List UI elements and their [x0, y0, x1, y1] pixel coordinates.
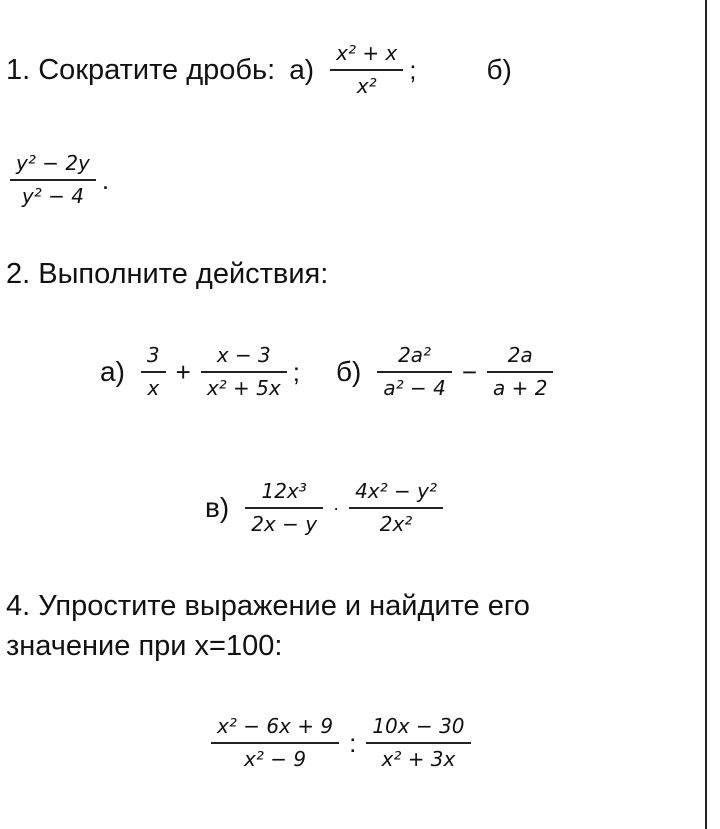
- fraction-bar: [10, 179, 96, 181]
- page-right-border: [705, 0, 707, 829]
- task1-b-denominator: y² − 4: [21, 184, 84, 208]
- fraction-bar: [201, 371, 287, 373]
- task2-heading: 2. Выполните действия:: [6, 257, 329, 290]
- task2-heading-line: [6, 254, 328, 294]
- fraction-bar: [330, 69, 403, 71]
- denominator: a² − 4: [383, 376, 446, 400]
- task2-c-fraction2: [349, 480, 443, 536]
- numerator: x² − 6x + 9: [217, 714, 334, 738]
- task1-b-label: б): [486, 54, 512, 85]
- denominator: x² − 9: [244, 747, 307, 771]
- plus-operator: +: [175, 356, 191, 387]
- fraction-bar: [141, 371, 166, 373]
- task4-expression: [205, 700, 477, 786]
- task1-heading: 1. Сократите дробь:: [6, 53, 276, 86]
- multiply-operator: ·: [333, 497, 340, 518]
- task2-a-fraction1: [141, 344, 166, 400]
- fraction-bar: [366, 742, 470, 744]
- task1-line: [6, 30, 522, 110]
- denominator: x² + 3x: [381, 747, 456, 771]
- task2-c-line: [205, 466, 449, 550]
- task1-a-label: а): [289, 54, 315, 85]
- fraction-bar: [487, 371, 553, 373]
- task1-b-tail: .: [101, 164, 110, 195]
- denominator: 2x − y: [251, 512, 318, 536]
- task1-a-numerator: x² + x: [336, 41, 398, 65]
- task4-heading-1: 4. Упростите выражение и найдите его: [6, 589, 530, 622]
- task2-c-fraction1: [245, 480, 323, 536]
- task1-b-line: [4, 140, 109, 220]
- minus-operator: −: [461, 356, 477, 387]
- denominator: 2x²: [379, 512, 413, 536]
- task4-heading-line1: [6, 586, 530, 626]
- task1-b-numerator: y² − 2y: [16, 151, 90, 175]
- numerator: 4x² − y²: [355, 479, 437, 503]
- numerator: 3: [146, 343, 160, 367]
- fraction-bar: [377, 371, 451, 373]
- fraction-bar: [245, 507, 323, 509]
- task2-ab-line: [100, 330, 559, 414]
- task1-a-fraction: [330, 42, 403, 98]
- task4-heading-line2: [6, 626, 282, 666]
- task2-b-fraction1: [377, 344, 451, 400]
- task2-a-fraction2: [201, 344, 287, 400]
- numerator: 2a: [507, 343, 533, 367]
- numerator: x − 3: [216, 343, 271, 367]
- task4-fraction1: [211, 715, 339, 771]
- task1-b-fraction: [10, 152, 96, 208]
- task1-a-denominator: x²: [356, 74, 377, 98]
- task2-a-label: а): [100, 356, 125, 387]
- numerator: 10x − 30: [372, 714, 465, 738]
- task4-heading-2: значение при х=100:: [6, 629, 283, 662]
- divide-operator: :: [349, 727, 357, 758]
- task4-fraction2: [366, 715, 470, 771]
- task2-b-fraction2: [487, 344, 553, 400]
- denominator: a + 2: [493, 376, 548, 400]
- task2-c-label: в): [205, 492, 230, 523]
- task2-a-tail: ;: [292, 356, 300, 387]
- numerator: 12x³: [261, 479, 307, 503]
- task2-b-label: б): [335, 356, 362, 387]
- numerator: 2a²: [398, 343, 432, 367]
- task1-a-tail: ;: [409, 54, 417, 85]
- denominator: x² + 5x: [206, 376, 281, 400]
- fraction-bar: [349, 507, 443, 509]
- denominator: x: [147, 376, 160, 400]
- fraction-bar: [211, 742, 339, 744]
